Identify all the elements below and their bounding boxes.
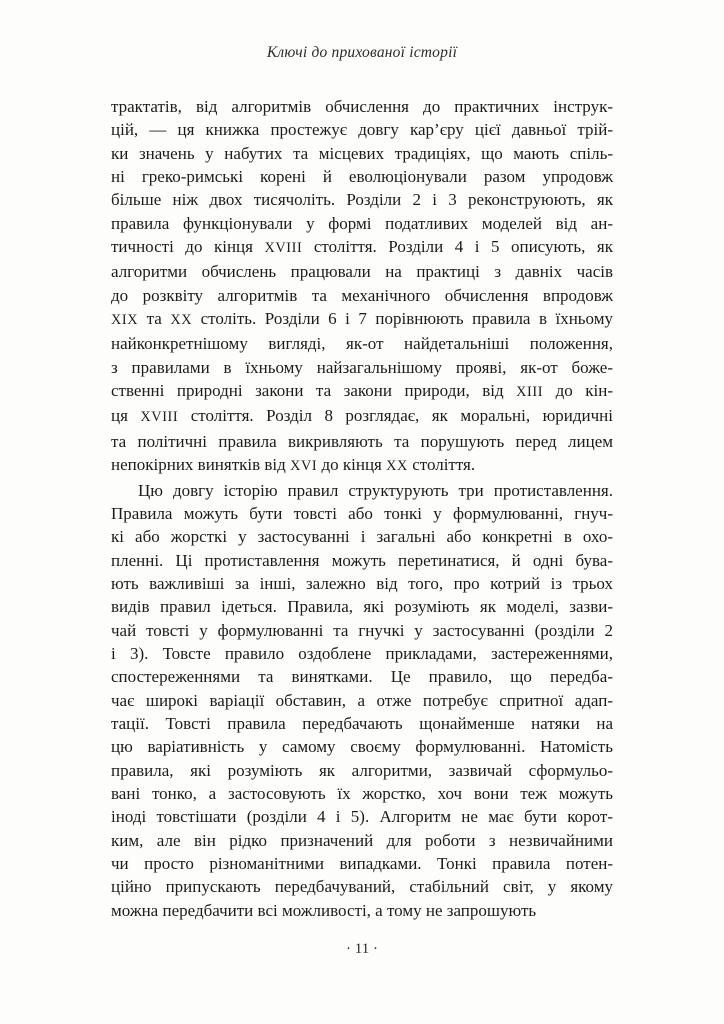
roman-numeral: XVIII bbox=[140, 409, 179, 426]
text-line: ційно припускають передбачуваний, стабільний світ, у якому bbox=[111, 877, 613, 897]
text-line: правила функціонували у формі податливих моделей від ан- bbox=[111, 213, 613, 233]
text-line: видів правил ідеться. Правила, які розуміють як моделі, зазви- bbox=[111, 597, 613, 617]
text-line: найконкретнішому вигляді, як-от найдетальніші положення, bbox=[111, 334, 613, 354]
text-line: XIX та XX століть. Розділи 6 і 7 порівнюють правила в їхньому bbox=[111, 309, 613, 329]
text-line: кі або жорсткі у застосуванні і загальні або конкретні в охо- bbox=[111, 527, 613, 547]
paragraph bbox=[111, 95, 613, 479]
text-line: з правилами в їхньому найзагальнішому прояві, як-от боже- bbox=[111, 357, 613, 377]
text-line: ки значень у набутих та місцевих традиціях, що мають спіль- bbox=[111, 143, 613, 163]
roman-numeral: XVI bbox=[290, 458, 318, 475]
text-line: Цю довгу історію правил структурують три протиставлення. bbox=[138, 480, 613, 500]
text-line: цій, — ця книжка простежує довгу кар’єру цієї давньої трій- bbox=[111, 120, 613, 140]
text-line: ким, але він рідко призначений для роботи з незвичайними bbox=[111, 830, 613, 850]
roman-numeral: XIX bbox=[111, 312, 139, 329]
text-block bbox=[111, 95, 613, 922]
text-line: і 3). Товсте правило оздоблене прикладами, застереженнями, bbox=[111, 643, 613, 663]
text-line: непокірних винятків від XVI до кінця XX століття. bbox=[111, 455, 476, 475]
text-line: чай товсті у формулюванні та гнучкі у застосуванні (розділи 2 bbox=[111, 620, 613, 640]
text-line: вані тонко, а застосовують їх жорстко, хоч вони теж можуть bbox=[111, 783, 613, 803]
roman-numeral: XX bbox=[170, 312, 193, 329]
text-line: трактатів, від алгоритмів обчислення до практичних інструк- bbox=[111, 97, 613, 116]
text-line: більше ніж двох тисячоліть. Розділи 2 і 3 реконструюють, як bbox=[111, 190, 613, 210]
roman-numeral: XX bbox=[386, 458, 408, 475]
text-line: правила, які розуміють як алгоритми, зазвичай сформульо- bbox=[111, 760, 613, 780]
paragraph bbox=[111, 479, 613, 923]
text-line: ця XVIII століття. Розділ 8 розглядає, як моральні, юридичні bbox=[111, 406, 613, 426]
text-line: можна передбачити всі можливості, а тому не запрошують bbox=[111, 900, 537, 920]
running-header: Ключі до прихованої історії bbox=[266, 44, 458, 61]
text-line: до розквіту алгоритмів та механічного обчислення впродовж bbox=[111, 285, 613, 305]
text-line: чи просто різноманітними випадками. Тонкі правила потен- bbox=[111, 854, 613, 873]
text-line: чає широкі варіації обставин, а отже потребує спритної адап- bbox=[111, 690, 613, 710]
text-line: цю варіативність у самому своєму формулюванні. Натомість bbox=[111, 737, 613, 757]
page-number: · 11 · bbox=[346, 941, 378, 957]
text-line: ственні природні закони та закони природи, від XIII до кін- bbox=[111, 381, 614, 401]
text-line: тації. Товсті правила передбачають щонайменше натяки на bbox=[111, 713, 613, 733]
roman-numeral: XVIII bbox=[264, 240, 303, 257]
roman-numeral: XIII bbox=[516, 384, 544, 401]
text-line: ють важливіші за інші, залежно від того, про котрий із трьох bbox=[111, 573, 613, 593]
text-line: алгоритми обчислень працювали на практиці з давніх часів bbox=[111, 262, 613, 282]
text-line: пленні. Ці протиставлення можуть перетинатися, й одні бува- bbox=[111, 550, 613, 570]
text-line: спостереженнями та винятками. Це правило, що передба- bbox=[111, 667, 613, 687]
text-line: іноді товстішати (розділи 4 і 5). Алгоритм не має бути корот- bbox=[111, 807, 613, 827]
text-line: ні греко-римські корені й еволюціонували разом упродовж bbox=[111, 167, 613, 187]
text-line: та політичні правила викривляють та порушують перед лицем bbox=[111, 431, 613, 451]
text-line: Правила можуть бути товсті або тонкі у формулюванні, гнуч- bbox=[111, 503, 613, 523]
text-line: тичності до кінця XVIII століття. Розділи 4 і 5 описують, як bbox=[111, 237, 613, 257]
